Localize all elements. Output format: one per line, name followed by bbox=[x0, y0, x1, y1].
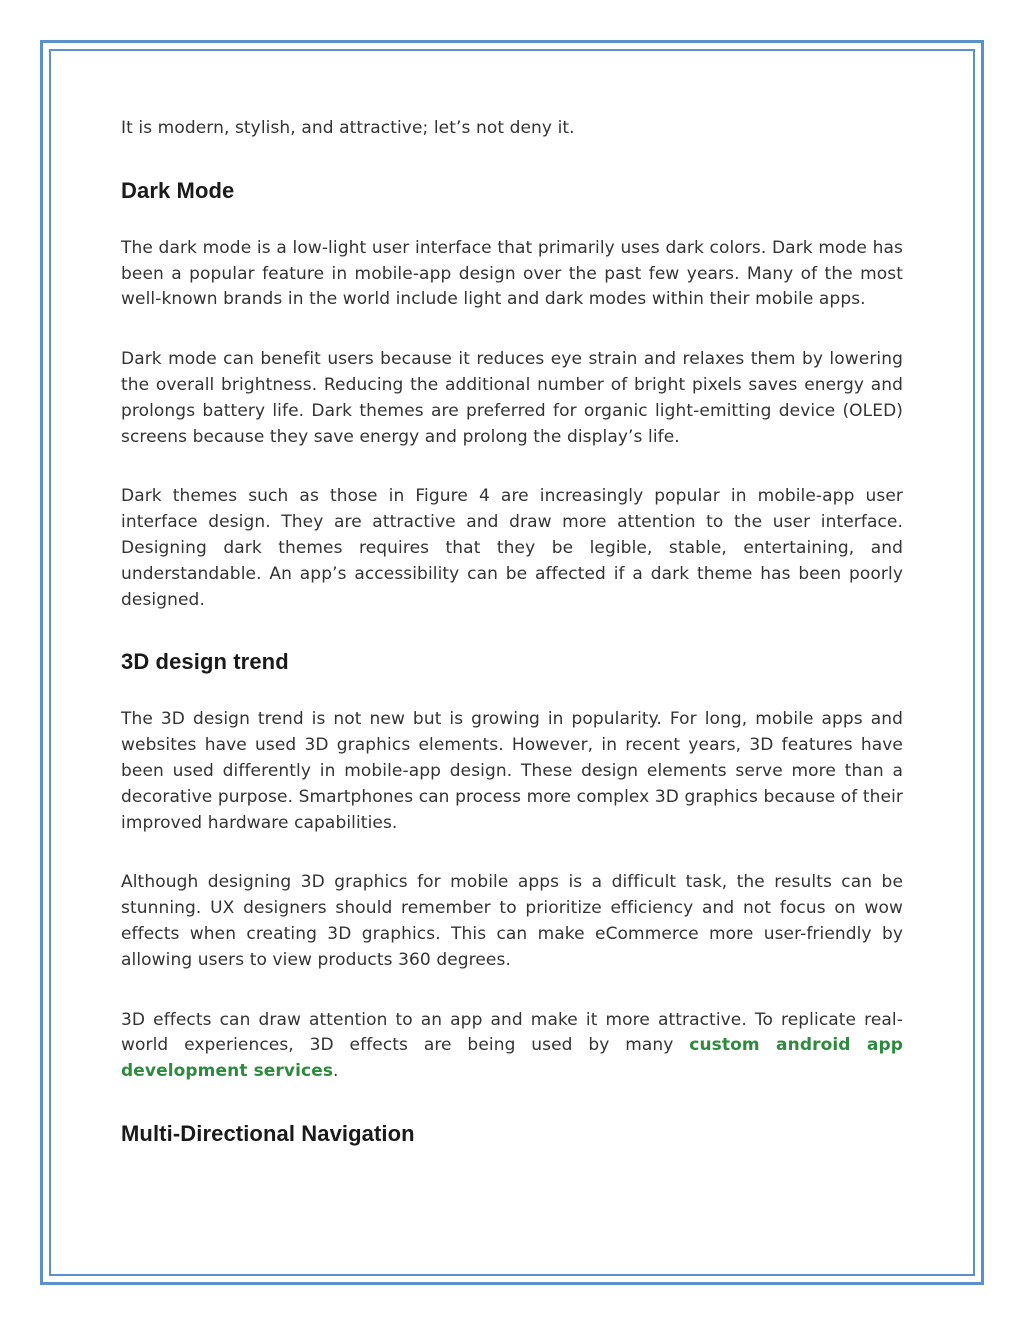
custom-android-app-link[interactable]: custom android app development services bbox=[121, 1035, 903, 1082]
paragraph-with-link bbox=[121, 1008, 903, 1085]
intro-paragraph: It is modern, stylish, and attractive; let’s not deny it. bbox=[121, 118, 575, 138]
paragraph-text-end: . bbox=[333, 1061, 339, 1082]
paragraph: Dark themes such as those in Figure 4 are increasingly popular in mobile-app user interface design. They are attractive and draw more attention to the user interface. Designing dark themes requires that they be legible, stable, entertaining, and understandable. An app’s accessibility can be affected if a dark theme has been poorly designed. bbox=[121, 486, 903, 610]
heading-multi-directional-navigation: Multi-Directional Navigation bbox=[121, 1120, 415, 1146]
paragraph-text: 3D effects can draw attention to an app and make it more attractive. To replicate real-world experiences, 3D effects are being used by many bbox=[121, 1009, 903, 1056]
paragraph: Dark mode can benefit users because it reduces eye strain and relaxes them by lowering the overall brightness. Reducing the additional number of bright pixels saves energy and prolongs battery life. Dark themes are preferred for organic light-emitting device (OLED) screens because they save energy and prolong the display’s life. bbox=[121, 349, 903, 447]
paragraph: Although designing 3D graphics for mobile apps is a difficult task, the results can be stunning. UX designers should remember to prioritize efficiency and not focus on wow effects when creating 3D graphics. This can make eCommerce more user-friendly by allowing users to view products 360 degrees. bbox=[121, 872, 903, 970]
paragraph: The 3D design trend is not new but is growing in popularity. For long, mobile apps and websites have used 3D graphics elements. However, in recent years, 3D features have been used differently in mobile-app design. These design elements serve more than a decorative purpose. Smartphones can process more complex 3D graphics because of their improved hardware capabilities. bbox=[121, 709, 903, 833]
paragraph: The dark mode is a low-light user interface that primarily uses dark colors. Dark mode has been a popular feature in mobile-app design over the past few years. Many of the most well-known brands in the world include light and dark modes within their mobile apps. bbox=[121, 237, 903, 310]
document-body bbox=[121, 116, 903, 1149]
heading-dark-mode: Dark Mode bbox=[121, 177, 235, 203]
heading-3d-design-trend: 3D design trend bbox=[121, 649, 289, 675]
